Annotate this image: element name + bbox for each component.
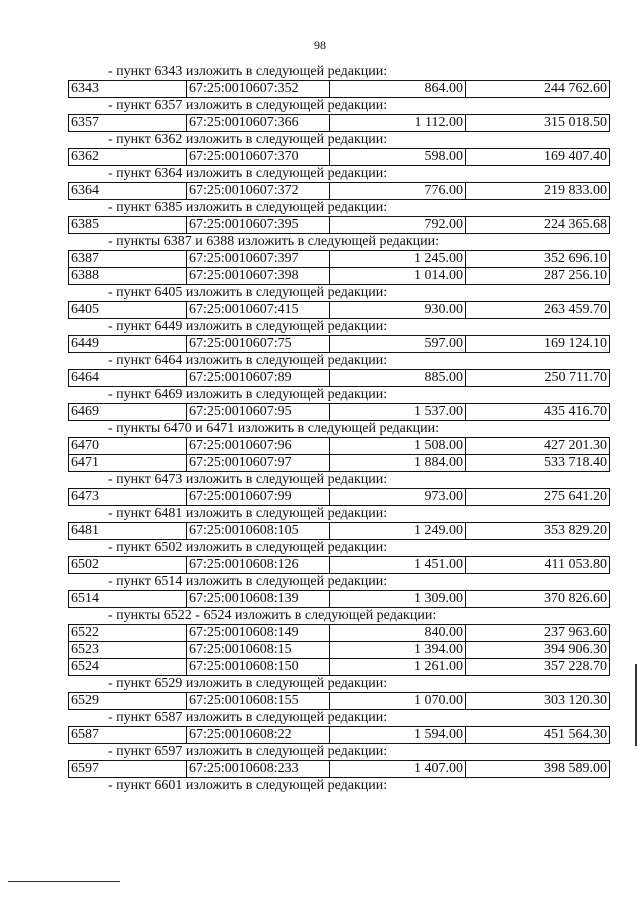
amendment-heading: - пункт 6469 изложить в следующей редакции: bbox=[108, 387, 388, 402]
parcel-table bbox=[68, 369, 610, 387]
value-cell: 398 589.00 bbox=[466, 761, 610, 778]
area-cell: 1 451.00 bbox=[330, 557, 466, 574]
item-number-cell: 6597 bbox=[69, 761, 187, 778]
parcel-table bbox=[68, 250, 610, 285]
table-row bbox=[69, 149, 610, 166]
table-row bbox=[69, 761, 610, 778]
amendment-heading: - пункт 6449 изложить в следующей редакции: bbox=[108, 319, 388, 334]
parcel-table bbox=[68, 624, 610, 676]
amendment-heading: - пункты 6387 и 6388 изложить в следующей редакции: bbox=[108, 234, 440, 249]
parcel-table bbox=[68, 726, 610, 744]
area-cell: 1 309.00 bbox=[330, 591, 466, 608]
parcel-table bbox=[68, 216, 610, 234]
table-row bbox=[69, 625, 610, 642]
item-number-cell: 6388 bbox=[69, 268, 187, 285]
item-number-cell: 6364 bbox=[69, 183, 187, 200]
value-cell: 427 201.30 bbox=[466, 438, 610, 455]
cadastral-number-cell: 67:25:0010608:149 bbox=[187, 625, 330, 642]
cadastral-number-cell: 67:25:0010608:105 bbox=[187, 523, 330, 540]
cadastral-number-cell: 67:25:0010608:233 bbox=[187, 761, 330, 778]
area-cell: 973.00 bbox=[330, 489, 466, 506]
table-row bbox=[69, 455, 610, 472]
area-cell: 1 261.00 bbox=[330, 659, 466, 676]
amendment-heading: - пункт 6529 изложить в следующей редакции: bbox=[108, 676, 388, 691]
cadastral-number-cell: 67:25:0010607:99 bbox=[187, 489, 330, 506]
amendment-heading: - пункт 6601 изложить в следующей редакции: bbox=[108, 778, 388, 793]
cadastral-number-cell: 67:25:0010607:352 bbox=[187, 81, 330, 98]
cadastral-number-cell: 67:25:0010607:372 bbox=[187, 183, 330, 200]
value-cell: 275 641.20 bbox=[466, 489, 610, 506]
amendment-heading: - пункт 6385 изложить в следующей редакции: bbox=[108, 200, 388, 215]
amendment-heading: - пункт 6473 изложить в следующей редакции: bbox=[108, 472, 388, 487]
value-cell: 357 228.70 bbox=[466, 659, 610, 676]
value-cell: 411 053.80 bbox=[466, 557, 610, 574]
item-number-cell: 6523 bbox=[69, 642, 187, 659]
item-number-cell: 6469 bbox=[69, 404, 187, 421]
area-cell: 1 394.00 bbox=[330, 642, 466, 659]
item-number-cell: 6343 bbox=[69, 81, 187, 98]
value-cell: 370 826.60 bbox=[466, 591, 610, 608]
cadastral-number-cell: 67:25:0010608:126 bbox=[187, 557, 330, 574]
page-number: 98 bbox=[314, 38, 326, 52]
item-number-cell: 6464 bbox=[69, 370, 187, 387]
cadastral-number-cell: 67:25:0010607:415 bbox=[187, 302, 330, 319]
amendment-heading: - пункт 6357 изложить в следующей редакции: bbox=[108, 98, 388, 113]
cadastral-number-cell: 67:25:0010607:95 bbox=[187, 404, 330, 421]
cadastral-number-cell: 67:25:0010608:150 bbox=[187, 659, 330, 676]
cadastral-number-cell: 67:25:0010607:398 bbox=[187, 268, 330, 285]
cadastral-number-cell: 67:25:0010607:366 bbox=[187, 115, 330, 132]
cadastral-number-cell: 67:25:0010607:75 bbox=[187, 336, 330, 353]
amendment-heading: - пункты 6470 и 6471 изложить в следующей редакции: bbox=[108, 421, 440, 436]
value-cell: 353 829.20 bbox=[466, 523, 610, 540]
value-cell: 169 124.10 bbox=[466, 336, 610, 353]
parcel-table bbox=[68, 522, 610, 540]
value-cell: 263 459.70 bbox=[466, 302, 610, 319]
value-cell: 244 762.60 bbox=[466, 81, 610, 98]
value-cell: 287 256.10 bbox=[466, 268, 610, 285]
parcel-table bbox=[68, 335, 610, 353]
area-cell: 598.00 bbox=[330, 149, 466, 166]
cadastral-number-cell: 67:25:0010607:370 bbox=[187, 149, 330, 166]
parcel-table bbox=[68, 80, 610, 98]
value-cell: 169 407.40 bbox=[466, 149, 610, 166]
table-row bbox=[69, 693, 610, 710]
item-number-cell: 6587 bbox=[69, 727, 187, 744]
amendment-heading: - пункт 6405 изложить в следующей редакции: bbox=[108, 285, 388, 300]
parcel-table bbox=[68, 437, 610, 472]
item-number-cell: 6357 bbox=[69, 115, 187, 132]
table-row bbox=[69, 336, 610, 353]
item-number-cell: 6449 bbox=[69, 336, 187, 353]
value-cell: 250 711.70 bbox=[466, 370, 610, 387]
table-row bbox=[69, 370, 610, 387]
table-row bbox=[69, 81, 610, 98]
area-cell: 930.00 bbox=[330, 302, 466, 319]
table-row bbox=[69, 115, 610, 132]
area-cell: 840.00 bbox=[330, 625, 466, 642]
value-cell: 352 696.10 bbox=[466, 251, 610, 268]
table-row bbox=[69, 659, 610, 676]
parcel-table bbox=[68, 692, 610, 710]
table-row bbox=[69, 489, 610, 506]
value-cell: 394 906.30 bbox=[466, 642, 610, 659]
parcel-table bbox=[68, 114, 610, 132]
table-row bbox=[69, 251, 610, 268]
value-cell: 315 018.50 bbox=[466, 115, 610, 132]
margin-mark bbox=[635, 664, 637, 746]
area-cell: 864.00 bbox=[330, 81, 466, 98]
area-cell: 1 249.00 bbox=[330, 523, 466, 540]
area-cell: 1 014.00 bbox=[330, 268, 466, 285]
table-row bbox=[69, 183, 610, 200]
footnote-separator bbox=[8, 881, 120, 882]
item-number-cell: 6362 bbox=[69, 149, 187, 166]
amendment-heading: - пункты 6522 - 6524 изложить в следующей редакции: bbox=[108, 608, 437, 623]
cadastral-number-cell: 67:25:0010608:15 bbox=[187, 642, 330, 659]
area-cell: 1 112.00 bbox=[330, 115, 466, 132]
cadastral-number-cell: 67:25:0010608:139 bbox=[187, 591, 330, 608]
item-number-cell: 6471 bbox=[69, 455, 187, 472]
amendment-heading: - пункт 6362 изложить в следующей редакции: bbox=[108, 132, 388, 147]
item-number-cell: 6470 bbox=[69, 438, 187, 455]
cadastral-number-cell: 67:25:0010608:155 bbox=[187, 693, 330, 710]
document-body bbox=[68, 64, 609, 794]
cadastral-number-cell: 67:25:0010607:397 bbox=[187, 251, 330, 268]
value-cell: 451 564.30 bbox=[466, 727, 610, 744]
table-row bbox=[69, 591, 610, 608]
item-number-cell: 6522 bbox=[69, 625, 187, 642]
amendment-heading: - пункт 6597 изложить в следующей редакции: bbox=[108, 744, 388, 759]
table-row bbox=[69, 557, 610, 574]
table-row bbox=[69, 523, 610, 540]
parcel-table bbox=[68, 148, 610, 166]
table-row bbox=[69, 268, 610, 285]
table-row bbox=[69, 438, 610, 455]
amendment-heading: - пункт 6364 изложить в следующей редакции: bbox=[108, 166, 388, 181]
amendment-heading: - пункт 6502 изложить в следующей редакции: bbox=[108, 540, 388, 555]
amendment-heading: - пункт 6464 изложить в следующей редакции: bbox=[108, 353, 388, 368]
area-cell: 885.00 bbox=[330, 370, 466, 387]
amendment-heading: - пункт 6587 изложить в следующей редакции: bbox=[108, 710, 388, 725]
cadastral-number-cell: 67:25:0010607:97 bbox=[187, 455, 330, 472]
value-cell: 237 963.60 bbox=[466, 625, 610, 642]
cadastral-number-cell: 67:25:0010607:395 bbox=[187, 217, 330, 234]
area-cell: 1 537.00 bbox=[330, 404, 466, 421]
item-number-cell: 6502 bbox=[69, 557, 187, 574]
amendment-heading: - пункт 6481 изложить в следующей редакции: bbox=[108, 506, 388, 521]
area-cell: 1 070.00 bbox=[330, 693, 466, 710]
table-row bbox=[69, 217, 610, 234]
area-cell: 1 508.00 bbox=[330, 438, 466, 455]
table-row bbox=[69, 302, 610, 319]
area-cell: 1 884.00 bbox=[330, 455, 466, 472]
parcel-table bbox=[68, 590, 610, 608]
area-cell: 776.00 bbox=[330, 183, 466, 200]
parcel-table bbox=[68, 403, 610, 421]
area-cell: 792.00 bbox=[330, 217, 466, 234]
area-cell: 1 594.00 bbox=[330, 727, 466, 744]
area-cell: 597.00 bbox=[330, 336, 466, 353]
item-number-cell: 6473 bbox=[69, 489, 187, 506]
value-cell: 303 120.30 bbox=[466, 693, 610, 710]
item-number-cell: 6405 bbox=[69, 302, 187, 319]
area-cell: 1 407.00 bbox=[330, 761, 466, 778]
item-number-cell: 6514 bbox=[69, 591, 187, 608]
item-number-cell: 6529 bbox=[69, 693, 187, 710]
cadastral-number-cell: 67:25:0010607:96 bbox=[187, 438, 330, 455]
table-row bbox=[69, 642, 610, 659]
cadastral-number-cell: 67:25:0010608:22 bbox=[187, 727, 330, 744]
amendment-heading: - пункт 6343 изложить в следующей редакции: bbox=[108, 64, 388, 79]
table-row bbox=[69, 727, 610, 744]
item-number-cell: 6387 bbox=[69, 251, 187, 268]
value-cell: 435 416.70 bbox=[466, 404, 610, 421]
parcel-table bbox=[68, 301, 610, 319]
value-cell: 533 718.40 bbox=[466, 455, 610, 472]
item-number-cell: 6481 bbox=[69, 523, 187, 540]
parcel-table bbox=[68, 182, 610, 200]
item-number-cell: 6524 bbox=[69, 659, 187, 676]
value-cell: 219 833.00 bbox=[466, 183, 610, 200]
item-number-cell: 6385 bbox=[69, 217, 187, 234]
value-cell: 224 365.68 bbox=[466, 217, 610, 234]
parcel-table bbox=[68, 556, 610, 574]
cadastral-number-cell: 67:25:0010607:89 bbox=[187, 370, 330, 387]
area-cell: 1 245.00 bbox=[330, 251, 466, 268]
amendment-heading: - пункт 6514 изложить в следующей редакции: bbox=[108, 574, 388, 589]
table-row bbox=[69, 404, 610, 421]
parcel-table bbox=[68, 760, 610, 778]
parcel-table bbox=[68, 488, 610, 506]
